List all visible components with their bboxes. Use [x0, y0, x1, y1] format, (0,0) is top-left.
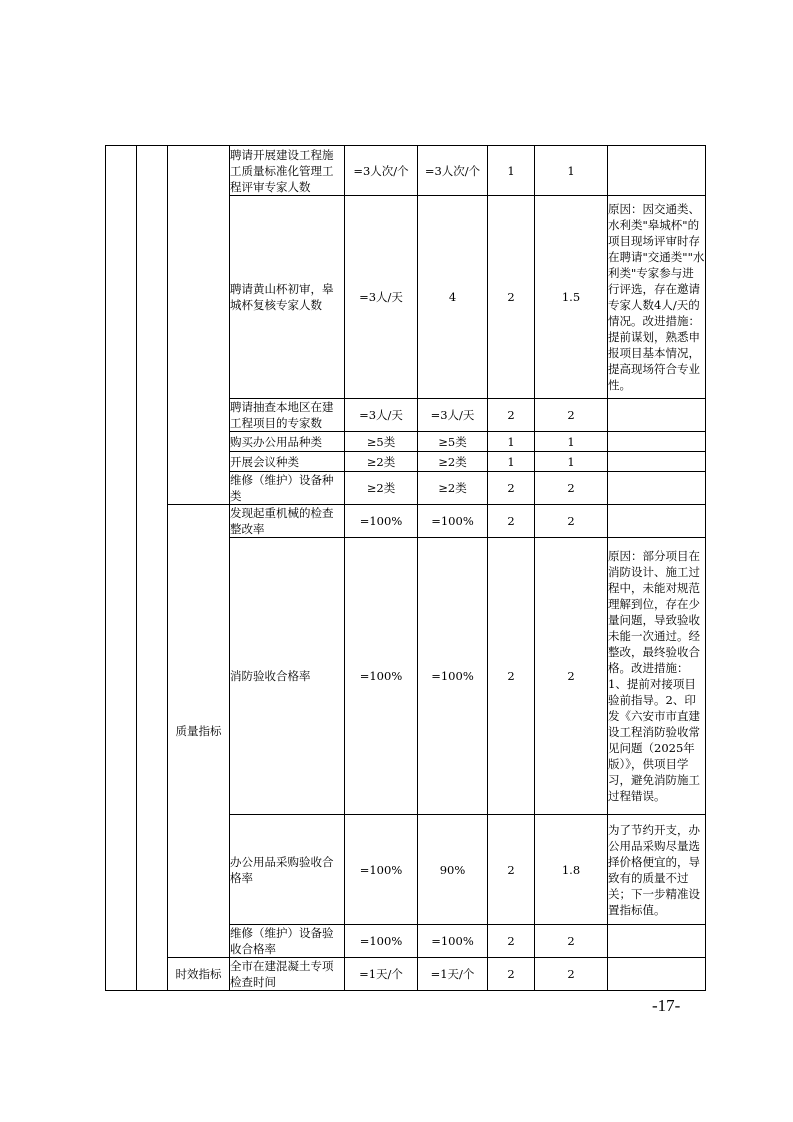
score: 1.8	[535, 815, 608, 925]
score: 2	[535, 505, 608, 538]
deviation-note: 为了节约开支，办公用品采购尽量选择价格便宜的，导致有的质量不过关；下一步精准设置指标值。	[608, 815, 706, 925]
deviation-note	[608, 958, 706, 991]
indicator-name: 聘请开展建设工程施工质量标准化管理工程评审专家人数	[230, 146, 345, 196]
score: 1	[535, 432, 608, 452]
actual-value: =3人次/个	[418, 146, 488, 196]
indicator-name: 维修（维护）设备验收合格率	[230, 925, 345, 958]
score: 1	[535, 146, 608, 196]
score: 2	[535, 472, 608, 505]
actual-value: ≥5类	[418, 432, 488, 452]
actual-value: ≥2类	[418, 472, 488, 505]
indicator-name: 全市在建混凝土专项检查时间	[230, 958, 345, 991]
weight: 2	[488, 538, 535, 815]
indicator-name: 购买办公用品种类	[230, 432, 345, 452]
annual-target: ≥2类	[345, 452, 418, 472]
indicator-name: 发现起重机械的检查整改率	[230, 505, 345, 538]
actual-value: =100%	[418, 925, 488, 958]
deviation-note: 原因：因交通类、水利类"皋城杯"的项目现场评审时存在聘请"交通类""水利类"专家参与进行评选，存在邀请专家人数4人/天的情况。改进措施：提前谋划，熟悉申报项目基本情况，提高现场符合专业性。	[608, 196, 706, 399]
weight: 2	[488, 399, 535, 432]
weight: 2	[488, 505, 535, 538]
deviation-note	[608, 472, 706, 505]
deviation-note	[608, 146, 706, 196]
level2-category-cell	[137, 146, 168, 991]
weight: 1	[488, 432, 535, 452]
actual-value: =100%	[418, 505, 488, 538]
quality-indicator-category: 质量指标	[168, 505, 230, 958]
weight: 1	[488, 146, 535, 196]
annual-target: =100%	[345, 925, 418, 958]
score: 2	[535, 958, 608, 991]
weight: 2	[488, 196, 535, 399]
indicator-name: 维修（维护）设备种类	[230, 472, 345, 505]
annual-target: =100%	[345, 538, 418, 815]
actual-value: =100%	[418, 538, 488, 815]
actual-value: ≥2类	[418, 452, 488, 472]
deviation-note: 原因：部分项目在消防设计、施工过程中，未能对规范理解到位，存在少量问题，导致验收未能一次通过。经整改，最终验收合格。改进措施：1、提前对接项目验前指导。2、印发《六安市市直建设工程消防验收常见问题（2025年版）》，供项目学习，避免消防施工过程错误。	[608, 538, 706, 815]
level1-category-cell	[106, 146, 137, 991]
annual-target: ≥2类	[345, 472, 418, 505]
annual-target: =3人/天	[345, 196, 418, 399]
actual-value: =3人/天	[418, 399, 488, 432]
indicator-name: 聘请抽查本地区在建工程项目的专家数	[230, 399, 345, 432]
deviation-note	[608, 925, 706, 958]
deviation-note	[608, 505, 706, 538]
table-row	[106, 505, 706, 538]
annual-target: ≥5类	[345, 432, 418, 452]
deviation-note	[608, 452, 706, 472]
timeliness-indicator-category: 时效指标	[168, 958, 230, 991]
indicator-name: 办公用品采购验收合格率	[230, 815, 345, 925]
level3-category-cell	[168, 146, 230, 505]
actual-value: =1天/个	[418, 958, 488, 991]
deviation-note	[608, 399, 706, 432]
weight: 2	[488, 958, 535, 991]
table-row	[106, 958, 706, 991]
score: 2	[535, 925, 608, 958]
weight: 2	[488, 472, 535, 505]
annual-target: =3人次/个	[345, 146, 418, 196]
deviation-note	[608, 432, 706, 452]
indicator-name: 开展会议种类	[230, 452, 345, 472]
score: 1	[535, 452, 608, 472]
score: 1.5	[535, 196, 608, 399]
score: 2	[535, 399, 608, 432]
table-row	[106, 146, 706, 196]
actual-value: 90%	[418, 815, 488, 925]
annual-target: =100%	[345, 815, 418, 925]
indicator-name: 消防验收合格率	[230, 538, 345, 815]
annual-target: =100%	[345, 505, 418, 538]
weight: 2	[488, 925, 535, 958]
performance-indicator-table	[105, 145, 706, 991]
indicator-name: 聘请黄山杯初审，皋城杯复核专家人数	[230, 196, 345, 399]
annual-target: =3人/天	[345, 399, 418, 432]
page-number: -17-	[652, 996, 681, 1015]
weight: 2	[488, 815, 535, 925]
annual-target: =1天/个	[345, 958, 418, 991]
actual-value: 4	[418, 196, 488, 399]
weight: 1	[488, 452, 535, 472]
score: 2	[535, 538, 608, 815]
